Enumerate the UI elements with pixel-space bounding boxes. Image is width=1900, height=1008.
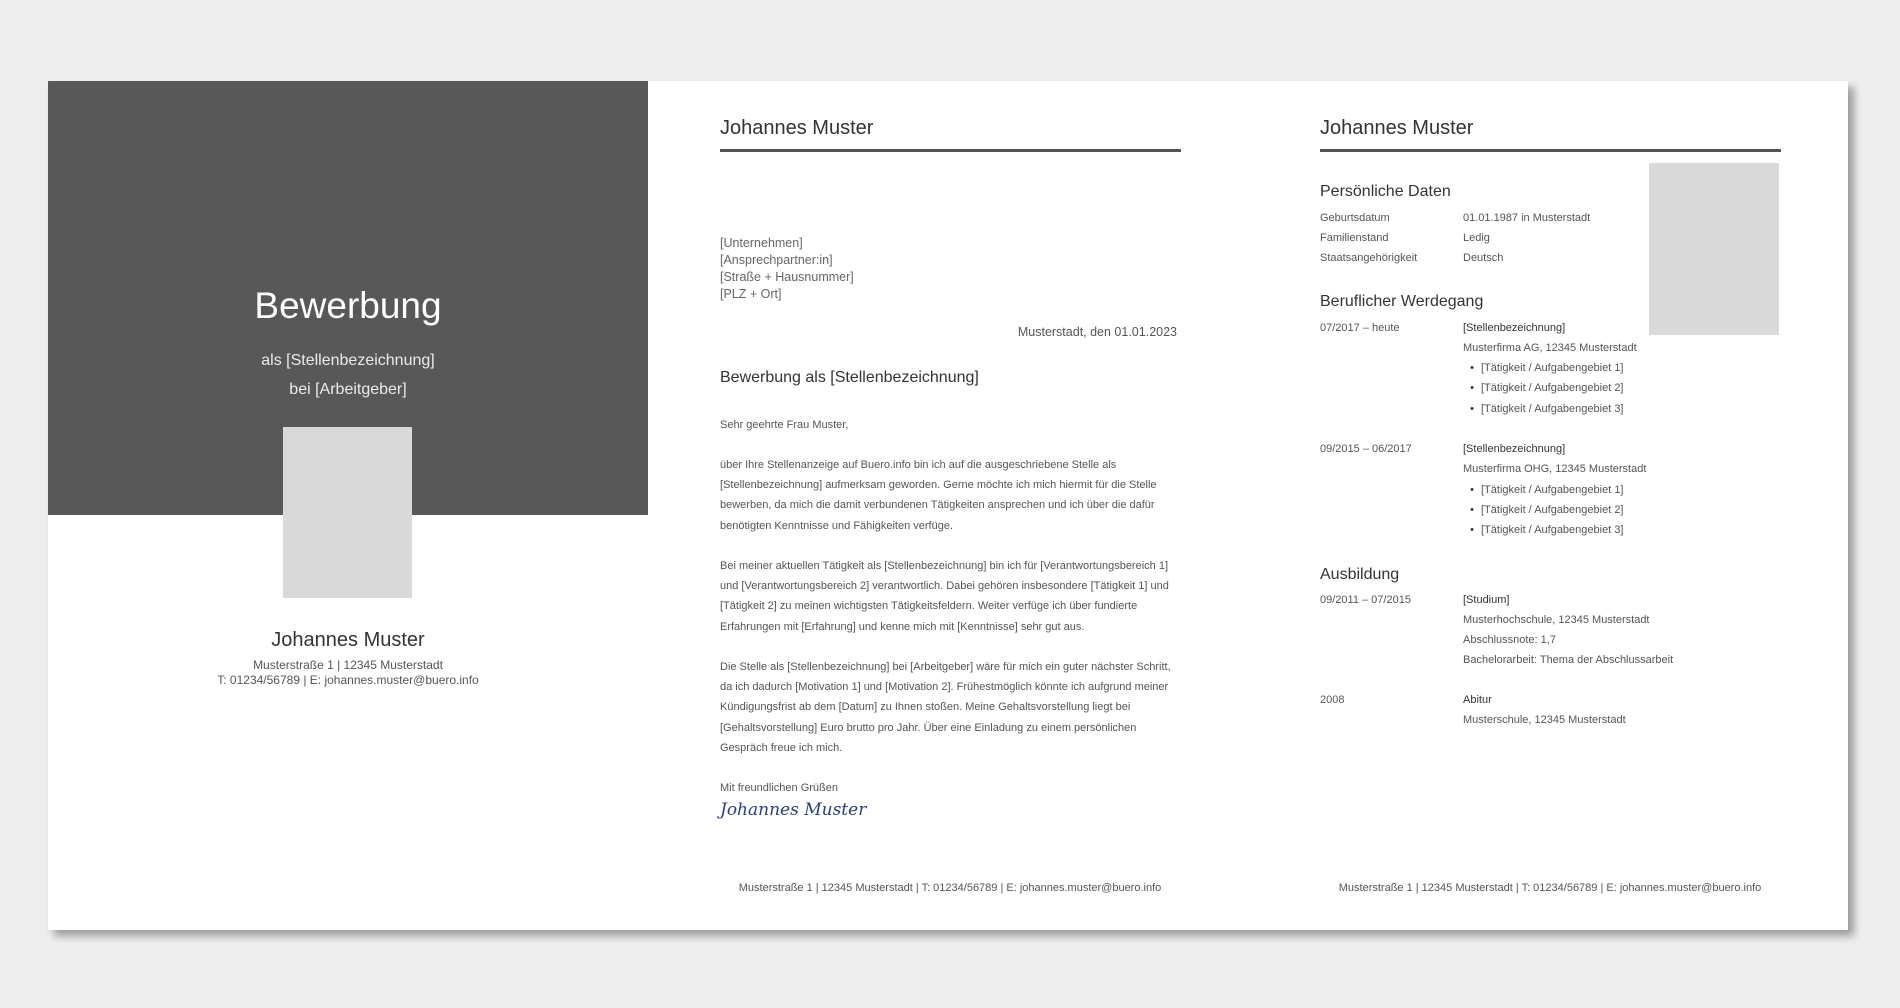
letter-date: Musterstadt, den 01.01.2023 (1017, 325, 1177, 339)
education-line: Bachelorarbeit: Thema der Abschlussarbeit (1463, 654, 1674, 666)
letter-paragraph-1: über Ihre Stellenanzeige auf Buero.info bin ich auf die ausgeschriebene Stelle als [Stellenbezeichnung] aufmerksam geworden. Gerne möchte ich mich hiermit für die Stelle bewerben, da mich die damit verbundenen Tätigkeiten ansprechen und ich über die dafür benötigten Kenntnisse und Fähigkeiten verfüge. (720, 459, 1157, 532)
cv-header-name: Johannes Muster (1320, 117, 1474, 139)
personal-value: Ledig (1463, 232, 1490, 244)
letter-paragraph-3: Die Stelle als [Stellenbezeichnung] bei [Arbeitgeber] wäre für mich ein guter nächster Schritt, da ich dadurch [Motivation 1] und [Motivation 2]. Frühestmöglich könnte ich aufgrund meiner Kündigungsfrist ab dem [Datum] zu Ihnen stoßen. Meine Gehaltsvorstellung liegt bei [Gehaltsvorstellung] Euro brutto pro Jahr. Über eine Einladung zu einem persönlichen Gespräch freue ich mich. (720, 661, 1171, 754)
career-period: 07/2017 – heute (1320, 322, 1400, 334)
career-heading: Beruflicher Werdegang (1320, 293, 1484, 310)
letter-salutation: Sehr geehrte Frau Muster, (720, 419, 849, 431)
recipient-city: [PLZ + Ort] (720, 287, 782, 301)
education-line: Musterschule, 12345 Musterstadt (1463, 714, 1626, 726)
career-task: • [Tätigkeit / Aufgabengebiet 3] (1463, 403, 1624, 415)
career-company: Musterfirma AG, 12345 Musterstadt (1463, 342, 1637, 354)
letter-closing: Mit freundlichen Grüßen (720, 782, 838, 794)
cover-page (48, 81, 648, 930)
cover-contact: T: 01234/56789 | E: johannes.muster@buero.info (217, 673, 479, 687)
personal-data-heading: Persönliche Daten (1320, 183, 1451, 200)
cover-photo-placeholder (283, 427, 412, 598)
career-task: • [Tätigkeit / Aufgabengebiet 2] (1463, 382, 1624, 394)
letter-paragraph-2: Bei meiner aktuellen Tätigkeit als [Stellenbezeichnung] bin ich für [Verantwortungsbereich 1] und [Verantwortungsbereich 2] verantwortlich. Dabei gehören insbesondere [Tätigkeit 1] und [Tätigkeit 2] zu meinen wichtigsten Tätigkeitsfeldern. Weiter verfüge ich über fundierte Erfahrungen mit [Erfahrung] und kenne mich mit [Kenntnisse] sehr gut aus. (720, 560, 1169, 633)
career-task: • [Tätigkeit / Aufgabengebiet 1] (1463, 362, 1624, 374)
cover-name: Johannes Muster (271, 629, 425, 651)
career-task: • [Tätigkeit / Aufgabengebiet 1] (1463, 484, 1624, 496)
career-task: • [Tätigkeit / Aufgabengebiet 2] (1463, 504, 1624, 516)
cover-address: Musterstraße 1 | 12345 Musterstadt (253, 658, 443, 672)
education-line: Musterhochschule, 12345 Musterstadt (1463, 614, 1650, 626)
recipient-company: [Unternehmen] (720, 236, 803, 250)
recipient-contact: [Ansprechpartner:in] (720, 253, 833, 267)
education-period: 2008 (1320, 694, 1345, 706)
cover-title: Bewerbung (254, 285, 442, 326)
education-heading: Ausbildung (1320, 566, 1400, 583)
cv-footer: Musterstraße 1 | 12345 Musterstadt | T: 01234/56789 | E: johannes.muster@buero.info (1338, 882, 1762, 894)
career-title: [Stellenbezeichnung] (1463, 443, 1566, 455)
education-title: Abitur (1463, 694, 1492, 706)
education-title: [Studium] (1463, 594, 1510, 606)
cover-subtitle-position: als [Stellenbezeichnung] (261, 352, 435, 369)
letter-subject: Bewerbung als [Stellenbezeichnung] (720, 369, 979, 386)
personal-label: Staatsangehörigkeit (1320, 252, 1418, 264)
personal-label: Geburtsdatum (1320, 212, 1390, 224)
cover-subtitle-employer: bei [Arbeitgeber] (289, 381, 407, 398)
letter-header-rule (720, 149, 1181, 152)
career-period: 09/2015 – 06/2017 (1320, 443, 1412, 455)
education-period: 09/2011 – 07/2015 (1320, 594, 1411, 606)
recipient-street: [Straße + Hausnummer] (720, 270, 854, 284)
cv-header-rule (1320, 149, 1781, 152)
letter-header-name: Johannes Muster (720, 117, 874, 139)
letter-signature: Johannes Muster (720, 800, 867, 820)
education-line: Abschlussnote: 1,7 (1463, 634, 1556, 646)
personal-label: Familienstand (1320, 232, 1389, 244)
letter-footer: Musterstraße 1 | 12345 Musterstadt | T: 01234/56789 | E: johannes.muster@buero.info (738, 882, 1162, 894)
career-task: • [Tätigkeit / Aufgabengebiet 3] (1463, 524, 1624, 536)
personal-value: 01.01.1987 in Musterstadt (1463, 212, 1591, 224)
personal-value: Deutsch (1463, 252, 1504, 264)
career-company: Musterfirma OHG, 12345 Musterstadt (1463, 463, 1647, 475)
cv-photo-placeholder (1649, 163, 1779, 335)
career-title: [Stellenbezeichnung] (1463, 322, 1566, 334)
